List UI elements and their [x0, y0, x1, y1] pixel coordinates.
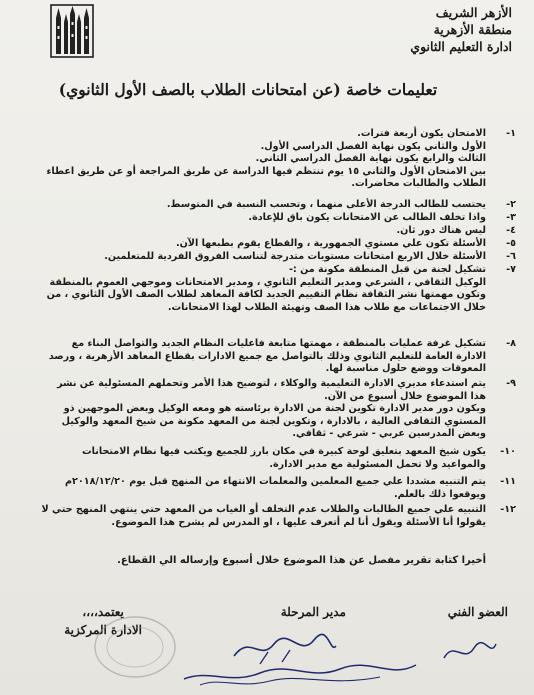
instruction-line: المعوقات ووضع حلول مناسبة لها. [325, 363, 486, 375]
instruction-line: ويكون دور مدير الادارة تكوين لجنة من الادارة برئاسته هو ومعه الوكيل وبعض الموجهين ذو [63, 403, 486, 415]
instruction-number: -٩ [506, 378, 516, 389]
al-azhar-logo-icon [50, 4, 94, 58]
instruction-item [16, 212, 516, 225]
handwritten-note-icon [180, 655, 420, 691]
signature-stage-director [281, 603, 346, 621]
instruction-line: وبعض المدرسين عربي - شرعي - ثقافي. [292, 428, 486, 440]
instruction-item [16, 476, 516, 501]
instruction-line: والمواعيد ولا تحمل المسئولية مع مدير الادارة. [269, 458, 486, 470]
instruction-item [16, 504, 516, 529]
instruction-line: يتم التنبيه مشددا علي جميع المعلمين والمعلمات الانتهاء من المنهج قبل يوم ٢٠١٨/١٢/٢٠م [64, 476, 486, 487]
signature-stage-director-label: مدير المرحلة [280, 605, 346, 619]
instruction-item [16, 446, 516, 471]
instruction-number: -١ [506, 128, 516, 139]
instruction-number: -١٠ [500, 446, 516, 457]
instruction-line: يتم استدعاء مديري الادارة التعليمية والوكلاء ، لتوضيح هذا الأمر وتحملهم المسئولية عن نشر [57, 378, 486, 389]
instruction-number: -١١ [500, 476, 516, 487]
instruction-item [16, 199, 516, 212]
instruction-line: الطلاب والطالبات محاضرات. [351, 178, 486, 190]
instruction-line: تشكيل غرفة عمليات بالمنطقة ، مهمتها متابعة فاعليات النظام الجديد والتواصل البناء مع [71, 338, 486, 349]
instruction-line: ليس هناك دور ثان. [396, 225, 486, 236]
instruction-number: -٦ [506, 251, 516, 262]
instruction-item [16, 264, 516, 314]
instruction-line: الثالث والرابع يكون نهاية الفصل الدراسي الثاني. [255, 153, 486, 165]
instruction-number: -٧ [506, 264, 516, 275]
instruction-item [16, 225, 516, 238]
instruction-number: -٤ [506, 225, 516, 236]
instruction-item [16, 238, 516, 251]
instruction-line: ويوقعوا ذلك بالعلم. [393, 488, 486, 500]
instruction-number: -٥ [506, 238, 516, 249]
letterhead-line-3: ادارة التعليم الثانوي [410, 39, 512, 54]
instruction-line: هذا الموضوع خلال أسبوع من الآن. [324, 390, 486, 402]
instruction-number: -٨ [506, 338, 516, 349]
instruction-line: الأسئلة تكون علي مستوي الجمهورية ، والقطاع يقوم بطبعها الآن. [175, 238, 486, 249]
instruction-line: واذا تخلف الطالب عن الامتحانات يكون باق للإعادة. [248, 212, 486, 223]
instruction-item [16, 128, 516, 191]
closing-note: أخيرا كتابة تقرير مفصل عن هذا الموضوع خلال أسبوع وإرساله الي القطاع. [117, 555, 486, 566]
instruction-number: -١٢ [500, 504, 516, 515]
instruction-line: يقولوا أنا الأسئلة ويقول أنا لم أتعرف عليها ، او المدرس لم يشرح هذا الموضوع. [111, 516, 486, 528]
instruction-line: الامتحان يكون أربعة فترات. [357, 128, 486, 139]
instruction-number: -٢ [506, 199, 516, 210]
instruction-line: الادارة العامة للتعليم الثانوي وذلك بالتواصل مع جميع الادارات بقطاع المعاهد الأزهرية ، ورصد [48, 350, 486, 362]
instruction-line: المستوي الثقافي العالية ، بالادارة ، وتكوين لجنة من المعهد مكونة من شيخ المعهد والوكيل [61, 415, 486, 427]
signature-approve-label: يعتمد،،،، [82, 605, 124, 619]
instruction-number: -٣ [506, 212, 516, 223]
instruction-line: وتكون مهمتها نشر الثقافة نظام التقييم الجديد لكافة المعاهد لطلاب الصف الأول الثانوي ، من [46, 289, 486, 301]
signature-central-admin-label: الادارة المركزية [64, 623, 142, 637]
instruction-line: خلال الاجتماعات مع طلاب هذا الصف وتهيئة الطلاب لهذا الامتحانات. [167, 301, 486, 313]
instruction-item [16, 251, 516, 264]
instruction-item [16, 378, 516, 441]
document-title: تعليمات خاصة (عن امتحانات الطلاب بالصف الأول الثانوي) [58, 80, 438, 99]
member-signature-icon [440, 636, 500, 666]
instruction-line: الأول والثاني يكون نهاية الفصل الدراسي الأول. [260, 140, 486, 152]
instruction-line: تشكيل لجنة من قبل المنطقة مكونة من :- [288, 264, 486, 275]
instruction-line: الأسئلة خلال الاربع امتحانات مستويات متدرجة لتناسب الفروق الفردية للمتعلمين. [104, 251, 486, 262]
letterhead-line-1: الأزهر الشريف [435, 5, 512, 20]
instruction-line: يكون شيخ المعهد بتعليق لوحة كبيرة في مكان بارز للجميع ويكتب فيها نظام الامتحانات [82, 446, 486, 457]
instruction-line: التنبيه علي جميع الطالبات والطلاب عدم التخلف أو الغياب من المعهد حتي ينتهي المنهج حتي لا [41, 504, 486, 515]
instruction-line: الوكيل الثقافي ، الشرعي ومدير التعليم الثانوي ، ومدير الامتحانات وموجهي العموم بالمنطقة [49, 276, 486, 288]
instruction-line: يحتسب للطالب الدرجة الأعلى منهما ، وتحسب النسبة في المتوسط. [166, 199, 486, 210]
instruction-line: بين الامتحان الأول والثاني ١٥ يوم تنتظم فيها الدراسة عن طريق المراجعة أو عن طريق اعطاء [46, 165, 486, 177]
signature-member [448, 603, 508, 621]
signature-member-label: العضو الفني [447, 605, 508, 619]
letterhead [410, 4, 512, 55]
letterhead-line-2: منطقة الأزهرية [433, 22, 512, 37]
official-stamp-icon [90, 612, 180, 682]
instruction-item [16, 338, 516, 376]
